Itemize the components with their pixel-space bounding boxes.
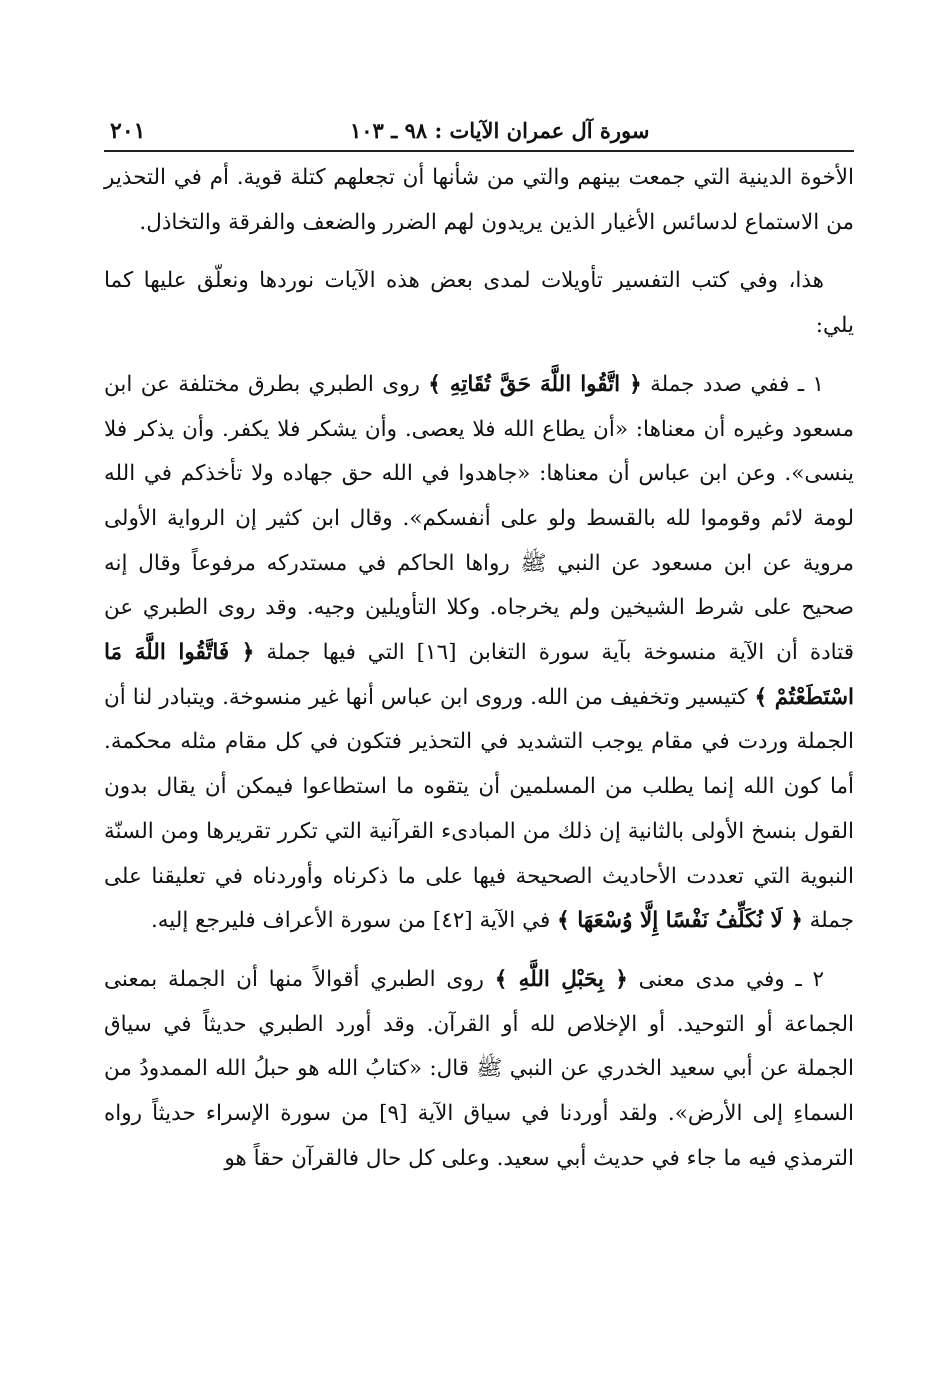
paragraph-4-text-b: روى الطبري أقوالاً منها أن الجملة بمعنى الجماعة أو التوحيد. أو الإخلاص لله أو القرآن. وقد أورد الطبري حديثاً في سياق الجملة عن أبي سعيد الخدري عن النبي ﷺ قال: «كتابُ الله هو حبلُ الله الممدودُ من السماءِ إلى الأرض». ولقد أوردنا في سياق الآية [٩] من سورة الإسراء حديثاً رواه الترمذي فيه ما جاء في حديث أبي سعيد. وعلى كل حال فالقرآن حقاً هو [104, 966, 854, 1171]
book-page [104, 100, 854, 1195]
paragraph-3-text-d: في الآية [٤٢] من سورة الأعراف فليرجع إليه. [150, 908, 558, 934]
paragraph-3-text-b: روى الطبري بطرق مختلفة عن ابن مسعود وغيره أن معناها: «أن يطاع الله فلا يعصى. وأن يشكر فلا يكفر. وأن يذكر فلا ينسى». وعن ابن عباس أن معناها: «جاهدوا في الله حق جهاده ولا تأخذكم في الله لومة لائم وقوموا لله بالقسط ولو على أنفسكم». وقال ابن كثير إن الرواية الأولى مروية عن ابن مسعود عن النبي ﷺ رواها الحاكم في مستدركه مرفوعاً وقال إنه صحيح على شرط الشيخين ولم يخرجاه. وكلا التأويلين وجيه. وقد روى الطبري عن قتادة أن الآية منسوخة بآية سورة التغابن [١٦] التي فيها جملة [104, 371, 854, 666]
quran-verse-4: ﴿ بِحَبْلِ اللَّهِ ﴾ [494, 966, 628, 992]
paragraph-3-text-c: كتيسير وتخفيف من الله. وروى ابن عباس أنها غير منسوخة. ويتبادر لنا أن الجملة وردت في مقام يوجب التشديد في التحذير فتكون في كل مقام مثله محكمة. أما كون الله إنما يطلب من المسلمين أن يتقوه ما استطاعوا فيمكن أن يقال بدون القول بنسخ الأولى بالثانية إن ذلك من المبادىء القرآنية التي تكرر تقريرها ومن السنّة النبوية التي تعددت الأحاديث الصحيحة فيها على ما ذكرناه وأوردناه في تعليقنا على جملة [104, 684, 854, 934]
quran-verse-2: ﴿ فَاتَّقُوا اللَّهَ مَا اسْتَطَعْتُمْ ﴾ [104, 640, 855, 710]
paragraph-2: هذا، وفي كتب التفسير تأويلات لمدى بعض هذه الآيات نوردها ونعلّق عليها كما يلي: [104, 268, 854, 339]
paragraph-3-text-a: ١ ـ ففي صدد جملة [641, 371, 824, 397]
running-title: سورة آل عمران الآيات : ٩٨ ـ ١٠٣ [349, 118, 650, 143]
quran-verse-1: ﴿ اتَّقُوا اللَّهَ حَقَّ تُقَاتِهِ ﴾ [428, 371, 642, 397]
paragraph-4 [104, 958, 854, 1182]
page-number: ٢٠١ [110, 118, 146, 144]
page-body [104, 156, 854, 1181]
paragraph-1: الأخوة الدينية التي جمعت بينهم والتي من شأنها أن تجعلهم كتلة قوية. أم في التحذير من الاستماع لدسائس الأغيار الذين يريدون لهم الضرر والضعف والفرقة والتخاذل. [104, 165, 854, 235]
quran-verse-3: ﴿ لَا نُكَلِّفُ نَفْسًا إِلَّا وُسْعَهَا ﴾ [557, 908, 803, 934]
paragraph-4-text-a: ٢ ـ وفي مدى معنى [627, 966, 825, 992]
page-header [104, 100, 854, 152]
paragraph-3 [104, 363, 854, 944]
